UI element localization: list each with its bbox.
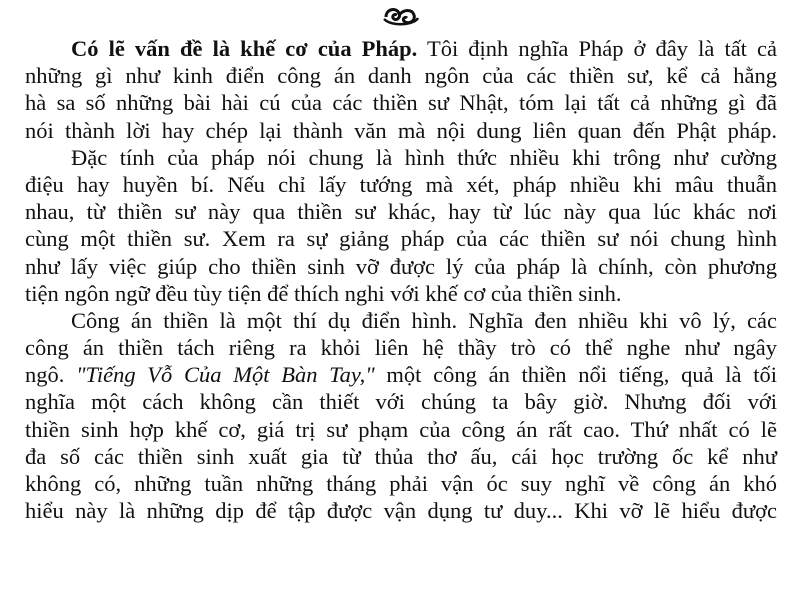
paragraph-1-line-3: hà sa số những bài hài cú của các thiền sư Nhật, tóm lại tất cả những gì đã	[25, 90, 777, 116]
ornament	[0, 2, 800, 30]
paragraph-2-line-1: Đặc tính của pháp nói chung là hình thức nhiều khi trông như cường	[71, 144, 777, 170]
paragraph-2-line-6: tiện ngôn ngữ đều tùy tiện để thích nghi với khế cơ của thiền sinh.	[25, 280, 622, 306]
paragraph-3-line-1: Công án thiền là một thí dụ điển hình. Nghĩa đen nhiều khi vô lý, các	[71, 307, 777, 333]
paragraph-3-line-7: không có, những tuần những tháng phải vận óc suy nghĩ về công án khó	[25, 471, 777, 496]
lead-sentence: Có lẽ vấn đề là khế cơ của Pháp.	[71, 36, 418, 61]
paragraph-2-line-5: như lấy việc giúp cho thiền sinh vỡ được lý của pháp là chính, còn phương	[25, 253, 777, 279]
paragraph-1-line-1	[25, 35, 777, 62]
paragraph-3-line-5: thiền sinh hợp khế cơ, giá trị sư phạm của công án rất cao. Thứ nhất có lẽ	[25, 416, 777, 442]
text-span: ngô.	[25, 362, 77, 388]
paragraph-1-line-4: nói thành lời hay chép lại thành văn mà nội dung liên quan đến Phật pháp.	[25, 117, 777, 143]
paragraph-3-line-6: đa số các thiền sinh xuất gia từ thủa thơ ấu, cái học trường ốc kể như	[25, 443, 777, 469]
text-span: Tôi định nghĩa Pháp ở đây là tất cả	[417, 36, 777, 61]
page-body	[25, 35, 777, 524]
paragraph-3-line-2: công án thiền tách riêng ra khỏi liên hệ thầy trò có thể nghe như ngây	[25, 335, 777, 361]
paragraph-2-line-3: nhau, từ thiền sư này qua thiền sư khác, hay từ lúc này qua lúc khác nơi	[25, 199, 777, 225]
paragraph-3-line-3	[25, 361, 777, 388]
paragraph-1-line-2: những gì như kinh điển công án danh ngôn của các thiền sư, kể cả hằng	[25, 63, 777, 89]
koan-title: "Tiếng Vỗ Của Một Bàn Tay,"	[76, 362, 375, 388]
text-span: một công án thiền nổi tiếng, quả là tối	[374, 362, 778, 388]
paragraph-3-line-4: nghĩa một cách không cần thiết với chúng ta bây giờ. Nhưng đối với	[25, 389, 777, 415]
fleuron-ornament-icon	[380, 3, 420, 29]
paragraph-2-line-2: điệu hay huyền bí. Nếu chỉ lấy tướng mà xét, pháp nhiều khi mâu thuẫn	[25, 171, 777, 197]
paragraph-2-line-4: cùng một thiền sư. Xem ra sự giảng pháp của các thiền sư nói chung hình	[25, 226, 777, 252]
paragraph-3-line-8: hiểu này là những dịp để tập được vận dụng tư duy... Khi vỡ lẽ hiểu được	[25, 498, 777, 524]
